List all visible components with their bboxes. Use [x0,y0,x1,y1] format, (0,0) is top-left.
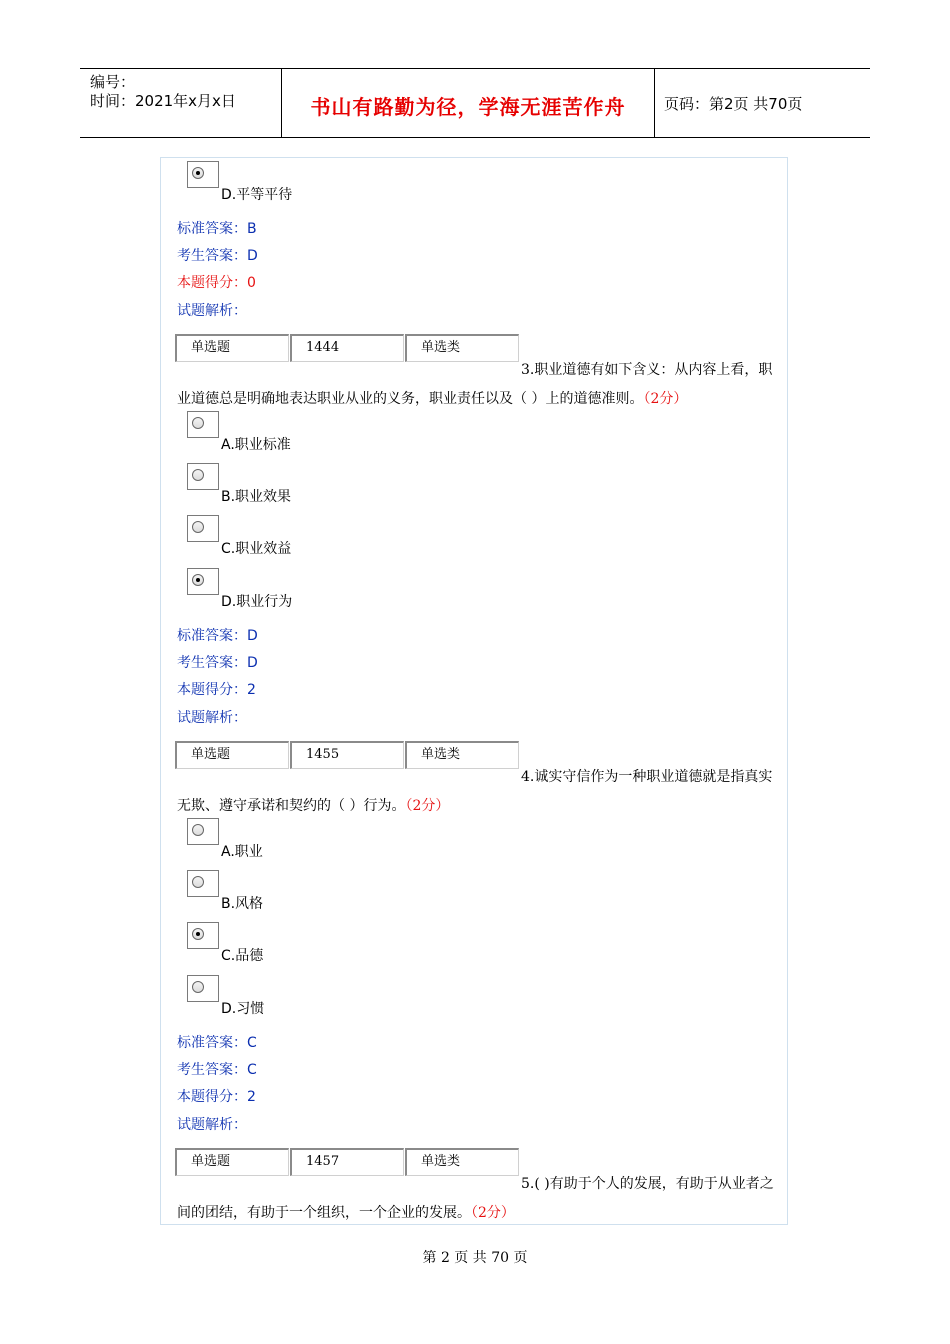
radio-q4-option-b[interactable] [187,870,219,897]
q4-analysis-label: 试题解析： [177,1117,247,1133]
q4-option-a-label: A.职业 [221,844,263,860]
code-label: 编号： [90,73,136,91]
header-motto-cell [282,69,655,137]
radio-q3-option-a[interactable] [187,411,219,438]
q3-standard-answer: 标准答案：D [177,628,258,644]
radio-q3-option-c[interactable] [187,515,219,542]
radio-unchecked-icon [192,469,204,481]
q5-text-line1: 5.( )有助于个人的发展，有助于从业者之 [521,1176,774,1192]
header-info-cell [80,69,282,137]
q3-score: 本题得分：2 [177,682,256,698]
q5-meta-table [175,1148,521,1176]
q4-option-c-label: C.品德 [221,948,264,964]
page-number-label: 页码：第2页 共70页 [664,95,803,113]
radio-checked-icon [192,574,204,586]
q3-meta-table [175,334,521,362]
q3-id-cell: 1444 [290,334,404,362]
radio-unchecked-icon [192,824,204,836]
q5-type-cell: 单选题 [175,1148,289,1176]
q3-points: （2分） [643,391,688,407]
q3-type-cell: 单选题 [175,334,289,362]
radio-checked-icon [192,928,204,940]
radio-unchecked-icon [192,981,204,993]
q5-points: （2分） [471,1205,515,1221]
q3-candidate-answer: 考生答案：D [177,655,258,671]
radio-unchecked-icon [192,521,204,533]
time-label: 时间：2021年x月x日 [90,92,236,110]
q2-score: 本题得分：0 [177,275,256,291]
q5-text-line2 [177,1202,515,1222]
radio-checked-icon [192,167,204,179]
q2-option-d-label: D.平等平待 [221,187,293,203]
radio-q4-option-a[interactable] [187,818,219,845]
q4-score: 本题得分：2 [177,1089,256,1105]
q4-text-line2-body: 无欺、遵守承诺和契约的（ ）行为。 [177,798,406,814]
q2-standard-answer: 标准答案：B [177,221,257,237]
q5-id-cell: 1457 [290,1148,404,1176]
q3-text-line1: 3.职业道德有如下含义：从内容上看，职 [521,362,773,378]
q3-text-line2 [177,388,687,408]
q4-points: （2分） [405,798,450,814]
q5-category-cell: 单选类 [405,1148,519,1176]
q4-candidate-answer: 考生答案：C [177,1062,257,1078]
radio-q3-option-d[interactable] [187,568,219,595]
q4-category-cell: 单选类 [405,741,519,769]
page-footer: 第 2 页 共 70 页 [422,1250,528,1266]
q4-meta-table [175,741,521,769]
q5-text-line2-body: 间的团结，有助于一个组织，一个企业的发展。 [177,1205,471,1221]
q3-analysis-label: 试题解析： [177,710,247,726]
q4-standard-answer: 标准答案：C [177,1035,257,1051]
q3-option-b-label: B.职业效果 [221,489,292,505]
q4-text-line2 [177,795,449,815]
q4-option-d-label: D.习惯 [221,1001,265,1017]
radio-q4-option-c[interactable] [187,922,219,949]
radio-unchecked-icon [192,417,204,429]
radio-unchecked-icon [192,876,204,888]
q4-option-b-label: B.风格 [221,896,264,912]
q2-candidate-answer: 考生答案：D [177,248,258,264]
q3-option-c-label: C.职业效益 [221,541,292,557]
radio-q3-option-b[interactable] [187,463,219,490]
q3-option-d-label: D.职业行为 [221,594,293,610]
q4-id-cell: 1455 [290,741,404,769]
q4-type-cell: 单选题 [175,741,289,769]
q2-analysis-label: 试题解析： [177,303,247,319]
radio-q4-option-d[interactable] [187,975,219,1002]
q3-text-line2-body: 业道德总是明确地表达职业从业的义务，职业责任以及（ ）上的道德准则。 [177,391,644,407]
radio-q2-option-d[interactable] [187,161,219,188]
q3-option-a-label: A.职业标准 [221,437,291,453]
q3-category-cell: 单选类 [405,334,519,362]
q4-text-line1: 4.诚实守信作为一种职业道德就是指真实 [521,769,773,785]
page-header [80,68,870,138]
motto: 书山有路勤为径，学海无涯苦作舟 [310,95,626,119]
header-page-cell [655,69,870,137]
